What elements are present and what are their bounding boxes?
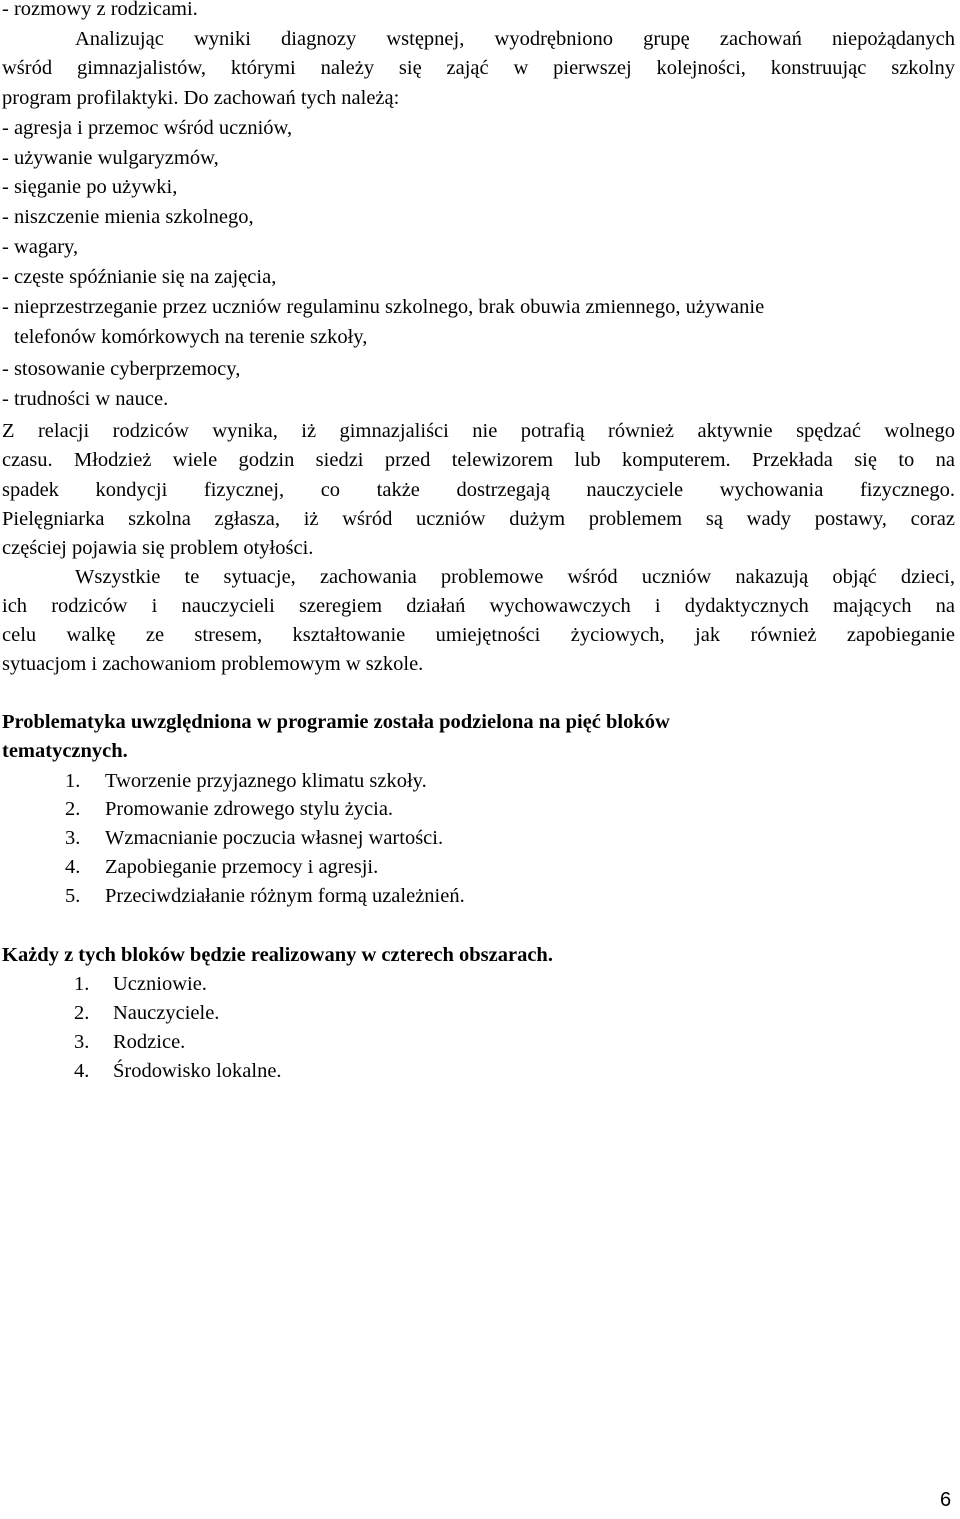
behavior-item: - używanie wulgaryzmów, bbox=[2, 147, 219, 169]
list-item-text: Przeciwdziałanie różnym formą uzależnień. bbox=[105, 885, 465, 907]
intro-line-3: program profilaktyki. Do zachowań tych należą: bbox=[2, 87, 400, 109]
behavior-item: - stosowanie cyberprzemocy, bbox=[2, 358, 241, 380]
list-item-number: 5. bbox=[65, 885, 81, 907]
list-item-number: 3. bbox=[74, 1031, 90, 1053]
summary-paragraph-line: ich rodziców i nauczycieli szeregiem działań wychowawczych i dydaktycznych mających na bbox=[2, 595, 955, 617]
list-item-number: 2. bbox=[74, 1002, 90, 1024]
behavior-item: - sięganie po używki, bbox=[2, 176, 178, 198]
list-item-number: 3. bbox=[65, 827, 81, 849]
blocks-heading-line-1: Problematyka uwzględniona w programie została podzielona na pięć bloków bbox=[2, 711, 670, 733]
parents-paragraph-line: Z relacji rodziców wynika, iż gimnazjaliści nie potrafią również aktywnie spędzać wolnego bbox=[2, 420, 955, 442]
behavior-item: - agresja i przemoc wśród uczniów, bbox=[2, 117, 293, 139]
list-item-text: Środowisko lokalne. bbox=[113, 1060, 282, 1082]
behavior-item: - niszczenie mienia szkolnego, bbox=[2, 206, 254, 228]
list-item-text: Tworzenie przyjaznego klimatu szkoły. bbox=[105, 770, 427, 792]
list-item-number: 2. bbox=[65, 798, 81, 820]
behavior-item: - nieprzestrzeganie przez uczniów regulaminu szkolnego, brak obuwia zmiennego, używanie bbox=[2, 296, 765, 318]
summary-paragraph-line: sytuacjom i zachowaniom problemowym w szkole. bbox=[2, 653, 424, 675]
list-item-text: Wzmacnianie poczucia własnej wartości. bbox=[105, 827, 444, 849]
list-item-text: Promowanie zdrowego stylu życia. bbox=[105, 798, 394, 820]
parents-paragraph-line: częściej pojawia się problem otyłości. bbox=[2, 537, 314, 559]
list-item-text: Nauczyciele. bbox=[113, 1002, 220, 1024]
intro-line-2: wśród gimnazjalistów, którymi należy się zająć w pierwszej kolejności, konstruując szkolny bbox=[2, 57, 955, 79]
list-item-text: Rodzice. bbox=[113, 1031, 186, 1053]
list-item-text: Zapobieganie przemocy i agresji. bbox=[105, 856, 379, 878]
behavior-item: - trudności w nauce. bbox=[2, 388, 169, 410]
summary-paragraph-line: Wszystkie te sytuacje, zachowania problemowe wśród uczniów nakazują objąć dzieci, bbox=[75, 566, 955, 588]
behavior-item: - wagary, bbox=[2, 236, 79, 258]
list-item-number: 4. bbox=[65, 856, 81, 878]
parents-paragraph-line: Pielęgniarka szkolna zgłasza, iż wśród uczniów dużym problemem są wady postawy, coraz bbox=[2, 508, 955, 530]
behavior-item: - częste spóźnianie się na zajęcia, bbox=[2, 266, 277, 288]
list-item-number: 1. bbox=[74, 973, 90, 995]
list-item-number: 1. bbox=[65, 770, 81, 792]
areas-heading: Każdy z tych bloków będzie realizowany w czterech obszarach. bbox=[2, 944, 553, 966]
list-item-text: Uczniowie. bbox=[113, 973, 207, 995]
parents-paragraph-line: spadek kondycji fizycznej, co także dostrzegają nauczyciele wychowania fizycznego. bbox=[2, 479, 955, 501]
parents-paragraph-line: czasu. Młodzież wiele godzin siedzi przed telewizorem lub komputerem. Przekłada się to na bbox=[2, 449, 955, 471]
blocks-heading-line-2: tematycznych. bbox=[2, 740, 128, 762]
intro-line-1: Analizując wyniki diagnozy wstępnej, wyodrębniono grupę zachowań niepożądanych bbox=[75, 28, 955, 50]
behavior-item-continued: telefonów komórkowych na terenie szkoły, bbox=[14, 326, 368, 348]
page-number: 6 bbox=[940, 1489, 952, 1511]
intro-first-line: - rozmowy z rodzicami. bbox=[2, 0, 198, 20]
summary-paragraph-line: celu walkę ze stresem, kształtowanie umiejętności życiowych, jak również zapobieganie bbox=[2, 624, 955, 646]
list-item-number: 4. bbox=[74, 1060, 90, 1082]
